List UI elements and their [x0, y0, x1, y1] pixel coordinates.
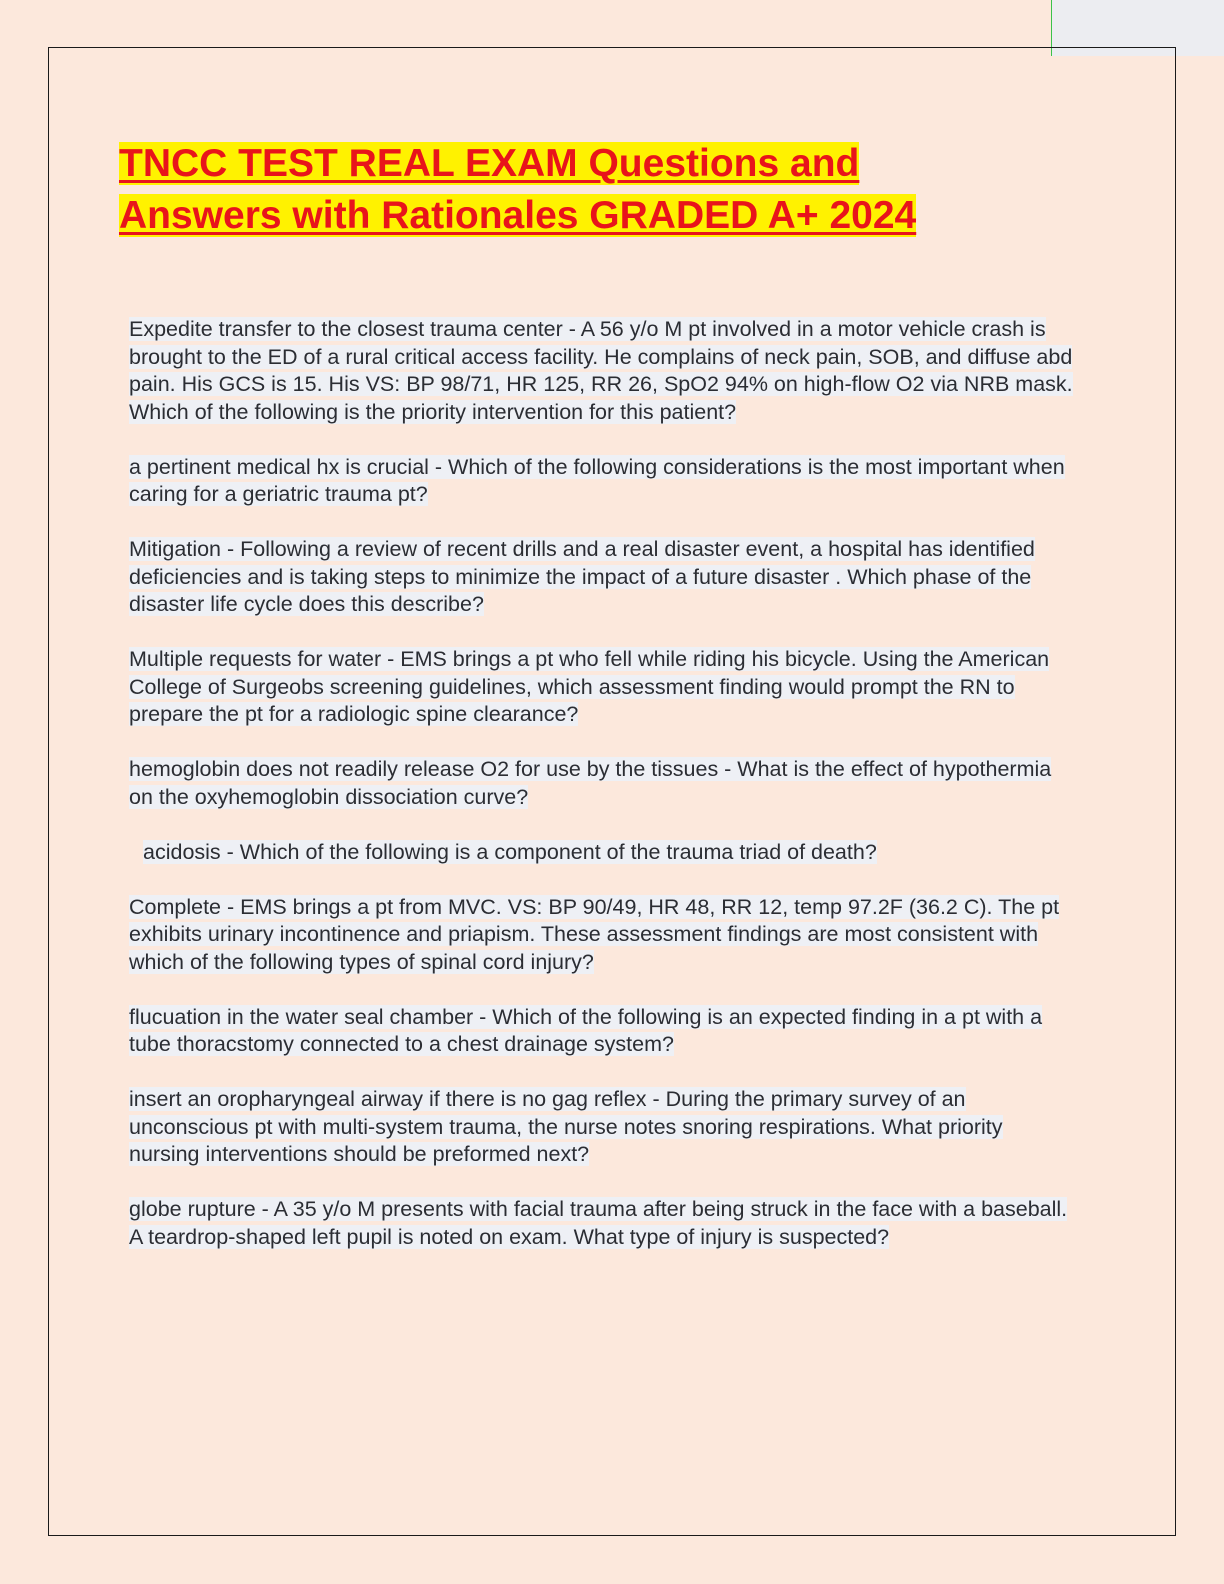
qa-text: flucuation in the water seal chamber - Which of the following is an expected finding in a pt with a tube thoracstomy connected to a chest drainage system? — [129, 1004, 1043, 1056]
qa-text: Multiple requests for water - EMS brings a pt who fell while riding his bicycle. Using the American College of Surgeobs screening guidelines, which assessment finding would prompt the RN to prepare the pt for a radiologic spine clearance? — [129, 647, 1050, 726]
qa-item — [129, 536, 1074, 619]
title-line-1: TNCC TEST REAL EXAM Questions and — [119, 142, 860, 185]
qa-item — [129, 454, 1074, 509]
qa-item — [129, 646, 1074, 729]
question-answer-list — [129, 316, 1074, 1279]
qa-item — [129, 839, 1074, 867]
document-title — [119, 138, 1079, 242]
qa-text: insert an oropharyngeal airway if there is no gag reflex - During the primary survey of an unconscious pt with multi-system trauma, the nurse notes snoring respirations. What priority nursing interventions should be preformed next? — [129, 1087, 1003, 1166]
qa-item — [129, 1196, 1074, 1251]
qa-text: hemoglobin does not readily release O2 for use by the tissues - What is the effect of hypothermia on the oxyhemoglobin dissociation curve? — [129, 757, 1052, 809]
title-line-2: Answers with Rationales GRADED A+ 2024 — [119, 194, 917, 237]
qa-text: Complete - EMS brings a pt from MVC. VS: BP 90/49, HR 48, RR 12, temp 97.2F (36.2 C). The pt exhibits urinary incontinence and priapism. These assessment findings are most consistent with which of the following types of spinal cord injury? — [129, 894, 1060, 974]
qa-text: globe rupture - A 35 y/o M presents with facial trauma after being struck in the face with a baseball. A teardrop-shaped left pupil is noted on exam. What type of injury is suspected? — [129, 1197, 1068, 1249]
qa-item — [129, 1086, 1074, 1169]
qa-item — [129, 1004, 1074, 1059]
qa-item — [129, 894, 1074, 977]
qa-text: Mitigation - Following a review of recent drills and a real disaster event, a hospital has identified deficiencies and is taking steps to minimize the impact of a future disaster . Which phase of the disaster life cycle does this describe? — [129, 537, 1035, 616]
qa-item — [129, 316, 1074, 426]
qa-text: Expedite transfer to the closest trauma center - A 56 y/o M pt involved in a motor vehicle crash is brought to the ED of a rural critical access facility. He complains of neck pain, SOB, and diffuse abd pain. His GCS is 15. His VS: BP 98/71, HR 125, RR 26, SpO2 94% on high-flow O2 via NRB mask. Which of the following is the priority intervention for this patient? — [129, 317, 1073, 424]
qa-text: a pertinent medical hx is crucial - Which of the following considerations is the most important when caring for a geriatric trauma pt? — [129, 454, 1065, 506]
qa-text: acidosis - Which of the following is a component of the trauma triad of death? — [143, 839, 877, 864]
qa-item — [129, 756, 1074, 811]
